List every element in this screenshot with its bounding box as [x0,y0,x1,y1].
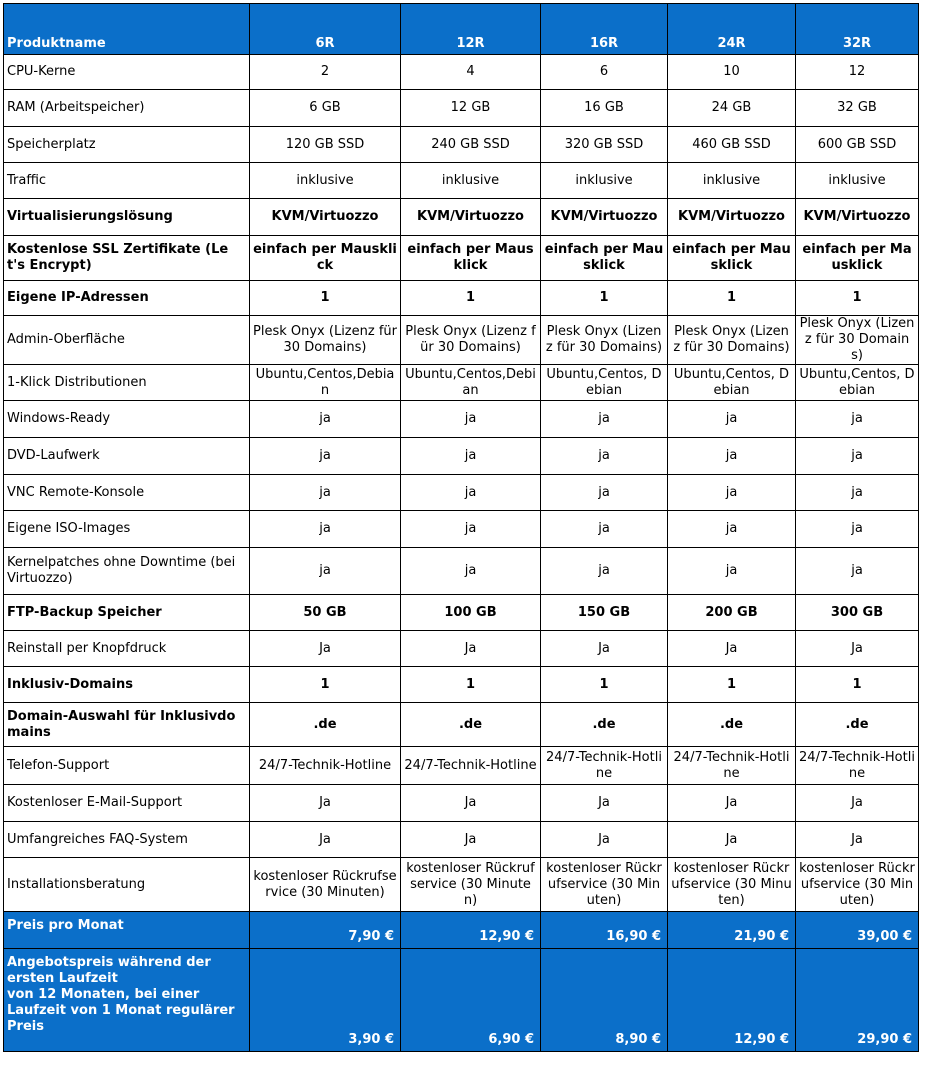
price-value: 6,90 € [401,949,541,1052]
row-label: Eigene IP-Adressen [4,281,250,316]
cell-value: Plesk Onyx (Lizenz für 30 Domains) [541,316,668,365]
cell-value: 1 [250,281,401,316]
cell-value: 600 GB SSD [796,127,919,163]
column-header: 16R [541,4,668,55]
cell-value: 240 GB SSD [401,127,541,163]
table-row [4,281,919,316]
table-row [4,511,919,548]
cell-value: 1 [401,281,541,316]
row-label: Speicherplatz [4,127,250,163]
cell-value: Ja [796,785,919,822]
price-value: 16,90 € [541,912,668,949]
table-row [4,703,919,747]
cell-value: 1 [541,667,668,703]
row-label: Kernelpatches ohne Downtime (bei Virtuozzo) [4,548,250,595]
column-header: 12R [401,4,541,55]
table-row [4,595,919,631]
cell-value: ja [250,511,401,548]
cell-value: ja [541,438,668,475]
cell-value: Ubuntu,Centos, Debian [796,365,919,401]
cell-value: ja [401,475,541,511]
cell-value: kostenloser Rückrufservice (30 Minuten) [250,858,401,912]
cell-value: 320 GB SSD [541,127,668,163]
cell-value: 6 [541,55,668,90]
cell-value: .de [250,703,401,747]
row-label: DVD-Laufwerk [4,438,250,475]
cell-value: Ja [541,631,668,667]
cell-value: kostenloser Rückrufservice (30 Minuten) [796,858,919,912]
price-value: 12,90 € [401,912,541,949]
row-label: Installationsberatung [4,858,250,912]
cell-value: 24/7-Technik-Hotline [796,747,919,785]
cell-value: 12 GB [401,90,541,127]
cell-value: Ja [668,822,796,858]
cell-value: Plesk Onyx (Lizenz für 30 Domains) [401,316,541,365]
cell-value: 10 [668,55,796,90]
cell-value: Plesk Onyx (Lizenz für 30 Domains) [668,316,796,365]
cell-value: 1 [796,281,919,316]
row-label: FTP-Backup Speicher [4,595,250,631]
cell-value: Ja [541,785,668,822]
column-header: 32R [796,4,919,55]
cell-value: Ubuntu,Centos,Debian [250,365,401,401]
cell-value: Ja [401,631,541,667]
table-row [4,316,919,365]
column-header: 24R [668,4,796,55]
cell-value: ja [796,548,919,595]
row-label: RAM (Arbeitspeicher) [4,90,250,127]
cell-value: 24/7-Technik-Hotline [668,747,796,785]
row-label: Domain-Auswahl für Inklusivdomains [4,703,250,747]
cell-value: ja [250,475,401,511]
row-label: Windows-Ready [4,401,250,438]
cell-value: einfach per Mausklick [541,236,668,281]
cell-value: 1 [668,667,796,703]
cell-value: Plesk Onyx (Lizenz für 30 Domains) [250,316,401,365]
cell-value: Ubuntu,Centos,Debian [401,365,541,401]
table-row [4,631,919,667]
cell-value: 24/7-Technik-Hotline [250,747,401,785]
cell-value: einfach per Mausklick [796,236,919,281]
table-row [4,548,919,595]
table-row [4,858,919,912]
cell-value: KVM/Virtuozzo [668,199,796,236]
cell-value: 24 GB [668,90,796,127]
cell-value: ja [796,401,919,438]
cell-value: ja [541,511,668,548]
cell-value: ja [796,511,919,548]
header-row [4,4,919,55]
cell-value: 1 [541,281,668,316]
cell-value: ja [250,438,401,475]
cell-value: Ja [541,822,668,858]
cell-value: ja [401,438,541,475]
table-row [4,199,919,236]
cell-value: Ubuntu,Centos, Debian [668,365,796,401]
cell-value: ja [541,548,668,595]
cell-value: inklusive [250,163,401,199]
cell-value: einfach per Mausklick [401,236,541,281]
cell-value: .de [668,703,796,747]
cell-value: 50 GB [250,595,401,631]
row-label: Telefon-Support [4,747,250,785]
row-label: Reinstall per Knopfdruck [4,631,250,667]
price-row [4,949,919,1052]
cell-value: ja [541,475,668,511]
price-label: Preis pro Monat [4,912,250,949]
row-label: 1-Klick Distributionen [4,365,250,401]
cell-value: Ja [796,822,919,858]
cell-value: ja [401,401,541,438]
cell-value: ja [541,401,668,438]
cell-value: 1 [668,281,796,316]
cell-value: 200 GB [668,595,796,631]
cell-value: 4 [401,55,541,90]
row-label: VNC Remote-Konsole [4,475,250,511]
price-value: 29,90 € [796,949,919,1052]
table-row [4,667,919,703]
cell-value: ja [796,438,919,475]
cell-value: inklusive [668,163,796,199]
cell-value: 16 GB [541,90,668,127]
cell-value: Ja [401,822,541,858]
cell-value: 100 GB [401,595,541,631]
row-label: Admin-Oberfläche [4,316,250,365]
price-value: 21,90 € [668,912,796,949]
price-value: 12,90 € [668,949,796,1052]
cell-value: ja [796,475,919,511]
cell-value: ja [668,475,796,511]
cell-value: KVM/Virtuozzo [250,199,401,236]
row-label: Kostenlose SSL Zertifikate (Let's Encrypt) [4,236,250,281]
cell-value: ja [668,511,796,548]
cell-value: Ja [250,785,401,822]
cell-value: 300 GB [796,595,919,631]
cell-value: kostenloser Rückrufservice (30 Minuten) [668,858,796,912]
price-value: 39,00 € [796,912,919,949]
cell-value: Ja [250,631,401,667]
cell-value: Ja [668,631,796,667]
cell-value: ja [401,548,541,595]
row-label: CPU-Kerne [4,55,250,90]
cell-value: .de [401,703,541,747]
table-row [4,55,919,90]
table-row [4,438,919,475]
cell-value: einfach per Mausklick [668,236,796,281]
cell-value: 120 GB SSD [250,127,401,163]
table-row [4,401,919,438]
cell-value: ja [250,401,401,438]
cell-value: 24/7-Technik-Hotline [541,747,668,785]
row-label: Traffic [4,163,250,199]
cell-value: KVM/Virtuozzo [401,199,541,236]
column-header: 6R [250,4,401,55]
cell-value: 1 [401,667,541,703]
cell-value: Ja [796,631,919,667]
table-row [4,822,919,858]
row-label: Virtualisierungslösung [4,199,250,236]
cell-value: 1 [796,667,919,703]
cell-value: Ja [668,785,796,822]
cell-value: 24/7-Technik-Hotline [401,747,541,785]
table-row [4,163,919,199]
row-label: Kostenloser E-Mail-Support [4,785,250,822]
price-row [4,912,919,949]
cell-value: kostenloser Rückrufservice (30 Minuten) [401,858,541,912]
table-row [4,90,919,127]
cell-value: Ja [250,822,401,858]
product-comparison-table [3,3,919,1052]
cell-value: KVM/Virtuozzo [796,199,919,236]
cell-value: 6 GB [250,90,401,127]
price-label: Angebotspreis während der ersten Laufzeit von 12 Monaten, bei einer Laufzeit von 1 Monat regulärer Preis [4,949,250,1052]
row-label: Umfangreiches FAQ-System [4,822,250,858]
cell-value: ja [668,438,796,475]
cell-value: 150 GB [541,595,668,631]
price-value: 3,90 € [250,949,401,1052]
cell-value: 1 [250,667,401,703]
cell-value: einfach per Mausklick [250,236,401,281]
cell-value: 460 GB SSD [668,127,796,163]
price-value: 8,90 € [541,949,668,1052]
table-row [4,236,919,281]
table-row [4,785,919,822]
cell-value: ja [668,548,796,595]
table-row [4,127,919,163]
cell-value: inklusive [796,163,919,199]
cell-value: 32 GB [796,90,919,127]
cell-value: ja [668,401,796,438]
cell-value: inklusive [401,163,541,199]
cell-value: ja [401,511,541,548]
column-header: Produktname [4,4,250,55]
cell-value: .de [541,703,668,747]
row-label: Inklusiv-Domains [4,667,250,703]
cell-value: 2 [250,55,401,90]
cell-value: Ubuntu,Centos, Debian [541,365,668,401]
cell-value: Ja [401,785,541,822]
row-label: Eigene ISO-Images [4,511,250,548]
cell-value: inklusive [541,163,668,199]
price-value: 7,90 € [250,912,401,949]
cell-value: Plesk Onyx (Lizenz für 30 Domains) [796,316,919,365]
cell-value: .de [796,703,919,747]
cell-value: KVM/Virtuozzo [541,199,668,236]
cell-value: kostenloser Rückrufservice (30 Minuten) [541,858,668,912]
table-row [4,475,919,511]
table-row [4,365,919,401]
cell-value: ja [250,548,401,595]
cell-value: 12 [796,55,919,90]
table-row [4,747,919,785]
